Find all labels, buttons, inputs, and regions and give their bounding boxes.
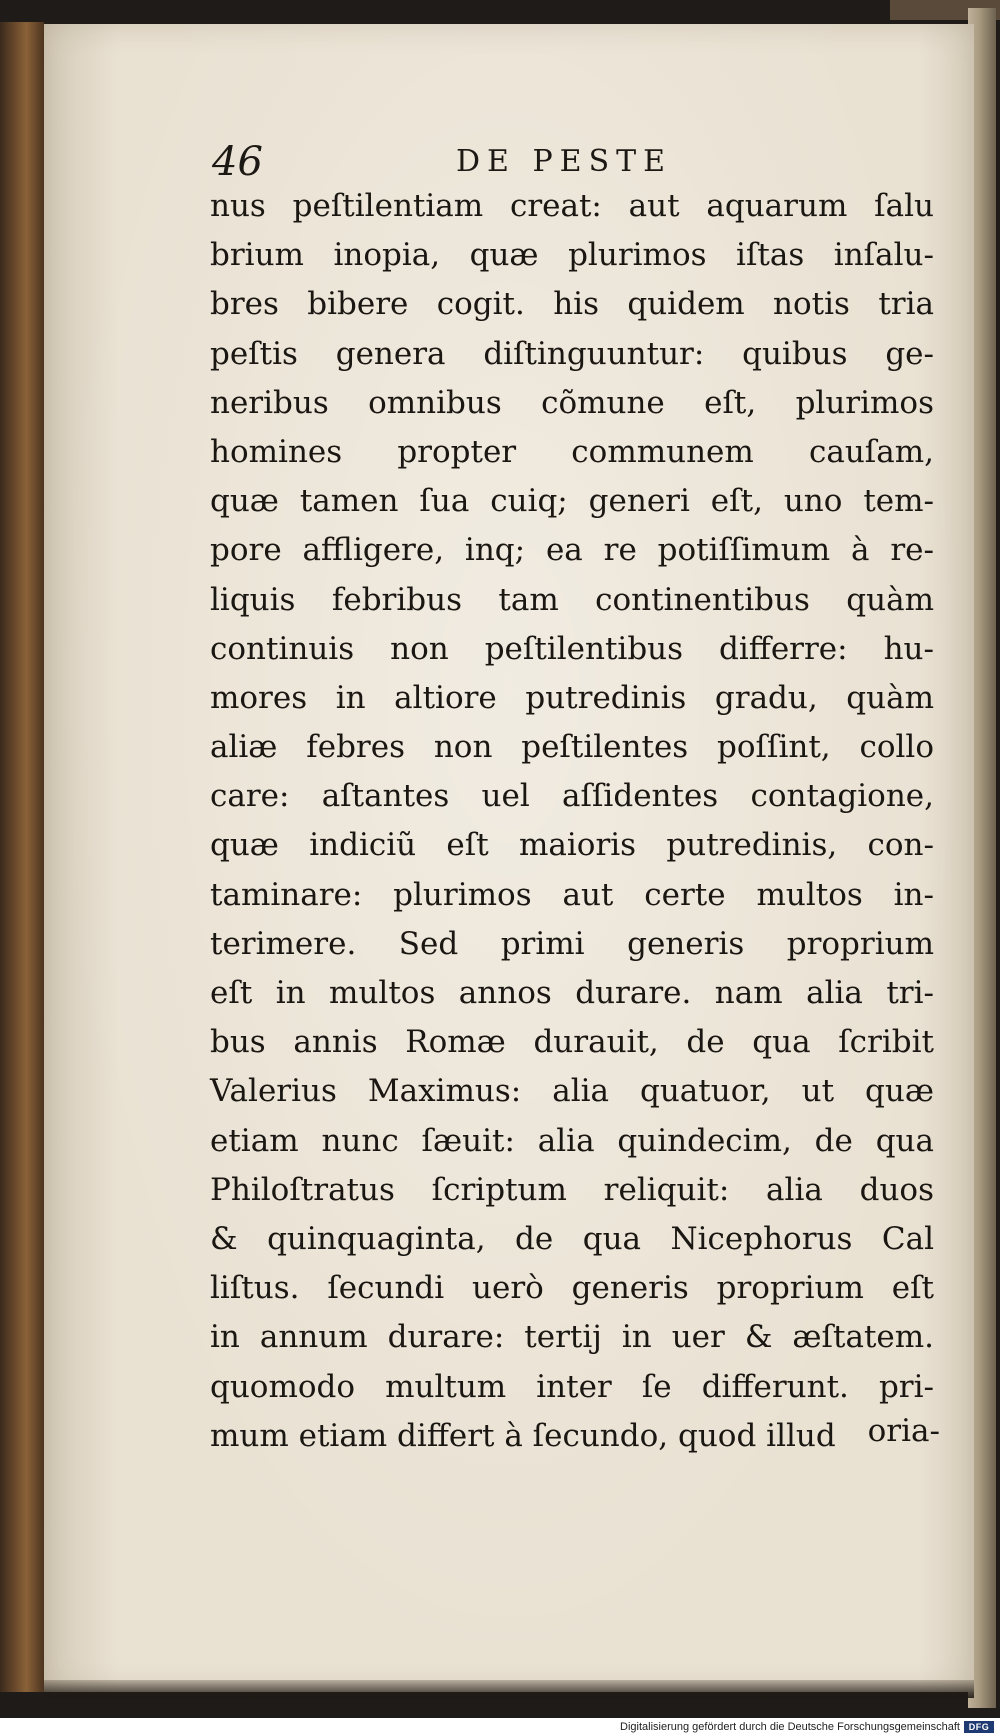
text-line: mum etiam differt à ſecundo, quod illud [210, 1417, 836, 1454]
text-line: mores in altiore putredinis gradu, quàm [210, 679, 934, 716]
funding-credit: Digitalisierung gefördert durch die Deutsche Forschungsgemeinschaft [620, 1721, 960, 1733]
running-title: DE PESTE [456, 144, 673, 179]
text-line: aliæ febres non peſtilentes poſſint, collo [210, 729, 934, 766]
text-line: nus peſtilentiam creat: aut aquarum ſalu [210, 188, 934, 224]
text-line: terimere. Sed primi generis proprium [210, 925, 934, 962]
text-line: quæ indiciũ eſt maioris putredinis, con- [210, 827, 934, 864]
page-number: 46 [212, 139, 263, 185]
text-line: in annum durare: tertij in uer & æſtatem. [210, 1319, 934, 1356]
text-line: quæ tamen ſua cuiq; generi eſt, uno tem- [210, 483, 934, 520]
dfg-logo: DFG [964, 1721, 994, 1733]
book-binding-edge [0, 22, 44, 1692]
text-line: liſtus. ſecundi uerò generis proprium eſt [210, 1270, 934, 1307]
text-line: brium inopia, quæ plurimos iſtas inſalu- [210, 237, 934, 274]
text-line: peſtis genera diſtinguuntur: quibus ge- [210, 335, 934, 372]
text-line: quomodo multum inter ſe differunt. pri- [210, 1368, 934, 1405]
catchword: oria- [867, 1413, 940, 1449]
text-line: eſt in multos annos durare. nam alia tri- [210, 975, 934, 1011]
text-line: Philoſtratus ſcriptum reliquit: alia duos [210, 1171, 934, 1208]
text-line: pore affligere, inq; ea re potiſſimum à re- [210, 532, 934, 569]
text-line: continuis non peſtilentibus differre: hu- [210, 630, 934, 667]
running-head [212, 138, 682, 186]
text-line: Valerius Maximus: alia quatuor, ut quæ [210, 1073, 934, 1110]
page-bottom-shadow [44, 1680, 974, 1698]
text-line: & quinquaginta, de qua Nicephorus Cal [210, 1220, 934, 1257]
text-line: neribus omnibus cõmune eſt, plurimos [210, 384, 934, 421]
footer-bar [0, 1718, 1000, 1736]
text-line: liquis febribus tam continentibus quàm [210, 581, 934, 618]
text-line: etiam nunc ſæuit: alia quindecim, de qua [210, 1122, 934, 1159]
page-text [210, 182, 934, 1461]
text-line: bres bibere cogit. his quidem notis tria [210, 286, 934, 323]
text-line: homines propter communem cauſam, [210, 433, 934, 470]
text-line: taminare: plurimos aut certe multos in- [210, 876, 934, 913]
text-line: bus annis Romæ durauit, de qua ſcribit [210, 1024, 934, 1061]
text-line: care: aſtantes uel aſſidentes contagione, [210, 778, 934, 815]
